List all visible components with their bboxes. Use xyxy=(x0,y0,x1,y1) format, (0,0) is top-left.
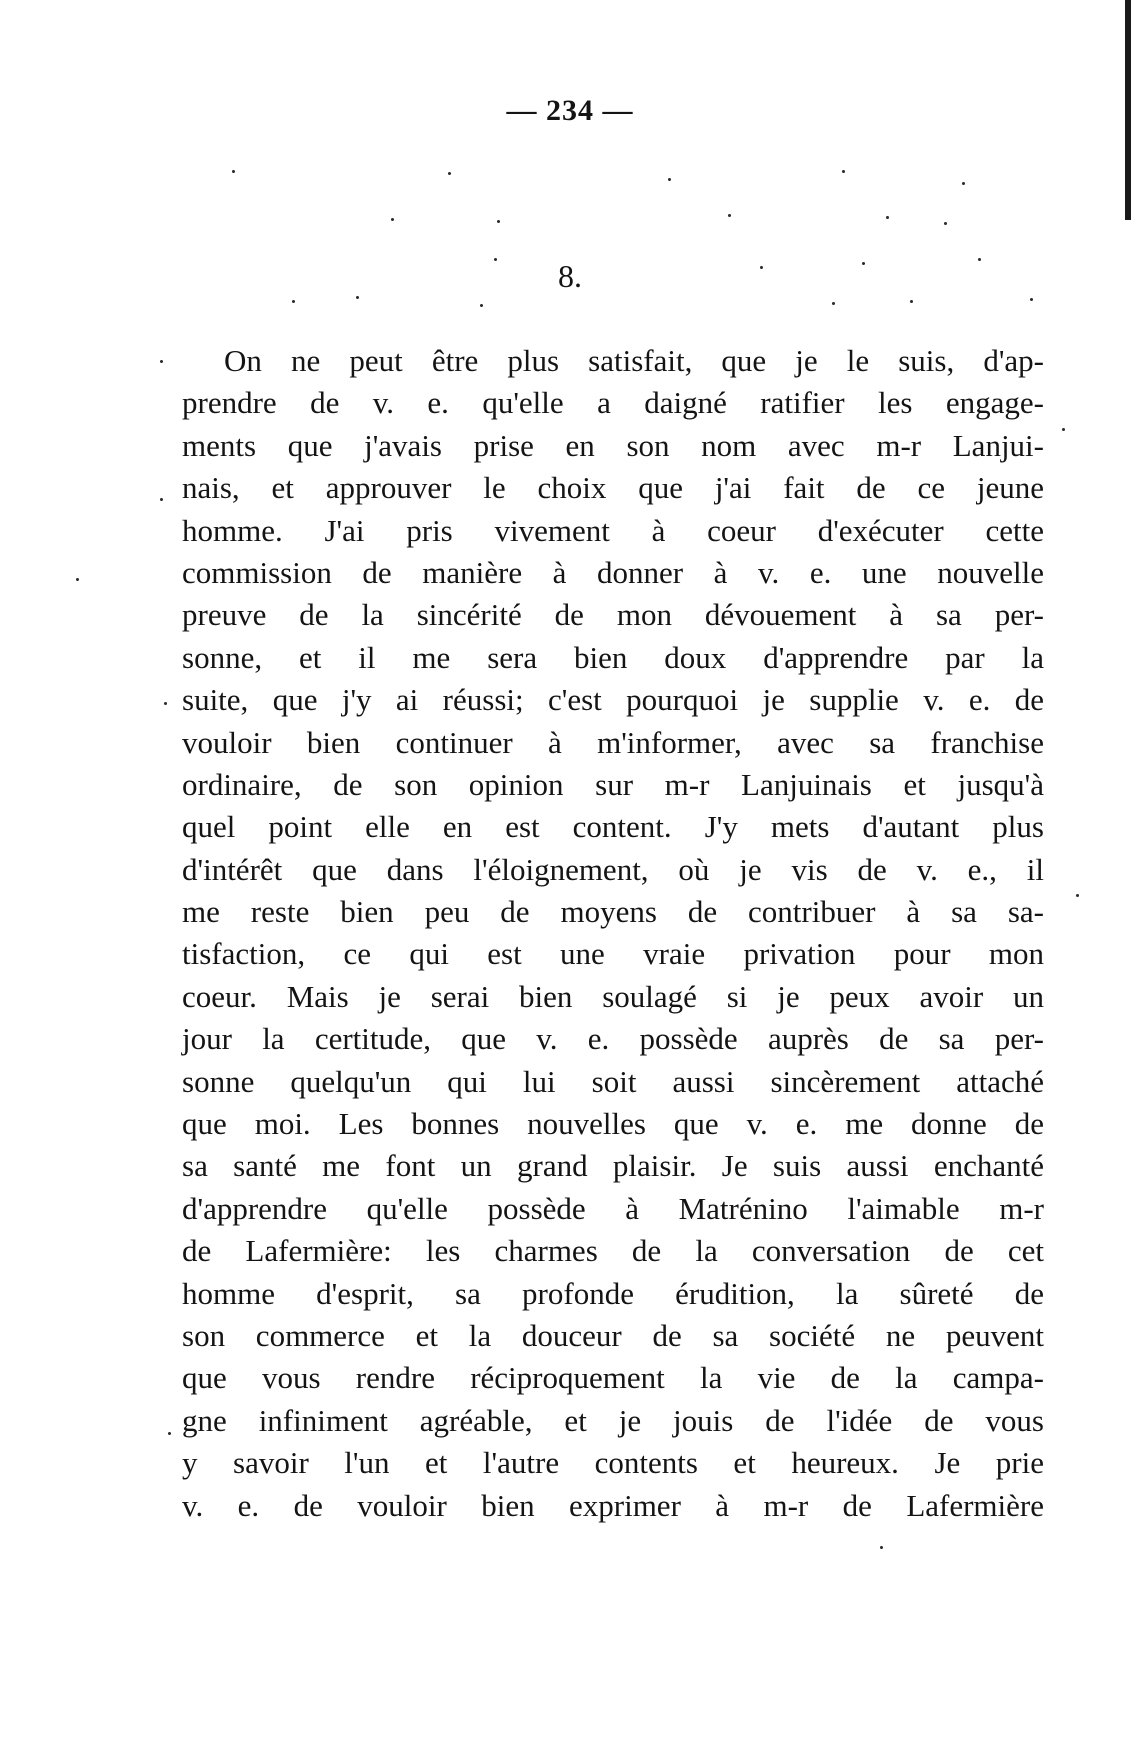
text-line: sonne, et il me sera bien doux d'apprendre par la xyxy=(182,639,1044,675)
text-line: jour la certitude, que v. e. possède auprès de sa per- xyxy=(182,1021,1044,1057)
text-line: commission de manière à donner à v. e. une nouvelle xyxy=(182,554,1044,590)
text-line: que vous rendre réciproquement la vie de la campa- xyxy=(182,1360,1044,1396)
text-line: de Lafermière: les charmes de la conversation de cet xyxy=(182,1233,1044,1269)
text-line: son commerce et la douceur de sa société ne peuvent xyxy=(182,1317,1044,1353)
text-line: ordinaire, de son opinion sur m-r Lanjuinais et jusqu'à xyxy=(182,766,1044,802)
page-number: — 234 — xyxy=(506,94,634,127)
text-line: homme d'esprit, sa profonde érudition, la sûreté de xyxy=(182,1275,1044,1311)
text-line: suite, que j'y ai réussi; c'est pourquoi je supplie v. e. de xyxy=(182,682,1044,718)
text-line: quel point elle en est content. J'y mets d'autant plus xyxy=(182,809,1044,845)
text-line: homme. J'ai pris vivement à coeur d'exécuter cette xyxy=(182,512,1044,548)
text-line: On ne peut être plus satisfait, que je le suis, d'ap- xyxy=(224,343,1044,378)
text-line: ments que j'avais prise en son nom avec m-r Lanjui- xyxy=(182,427,1044,463)
text-line: d'intérêt que dans l'éloignement, où je vis de v. e., il xyxy=(182,851,1044,887)
letter-number: 8. xyxy=(558,258,582,294)
text-line: nais, et approuver le choix que j'ai fait de ce jeune xyxy=(182,470,1044,506)
letter-body xyxy=(182,340,1044,1527)
text-line: v. e. de vouloir bien exprimer à m-r de Lafermière xyxy=(182,1487,1044,1523)
text-line: que moi. Les bonnes nouvelles que v. e. me donne de xyxy=(182,1106,1044,1142)
text-line: prendre de v. e. qu'elle a daigné ratifier les engage- xyxy=(182,385,1044,421)
text-line: gne infiniment agréable, et je jouis de l'idée de vous xyxy=(182,1402,1044,1438)
text-line: sa santé me font un grand plaisir. Je suis aussi enchanté xyxy=(182,1148,1044,1184)
text-line: vouloir bien continuer à m'informer, avec sa franchise xyxy=(182,724,1044,760)
text-line: y savoir l'un et l'autre contents et heureux. Je prie xyxy=(182,1445,1044,1481)
text-line: d'apprendre qu'elle possède à Matréninо l'aimable m-r xyxy=(182,1190,1044,1226)
text-line: sonne quelqu'un qui lui soit aussi sincèrement attaché xyxy=(182,1063,1044,1099)
text-line: coeur. Mais je serai bien soulagé si je peux avoir un xyxy=(182,978,1044,1014)
text-line: tisfaction, ce qui est une vraie privation pour mon xyxy=(182,936,1044,972)
text-line: preuve de la sincérité de mon dévouement à sa per- xyxy=(182,597,1044,633)
text-line: me reste bien peu de moyens de contribuer à sa sa- xyxy=(182,894,1044,930)
